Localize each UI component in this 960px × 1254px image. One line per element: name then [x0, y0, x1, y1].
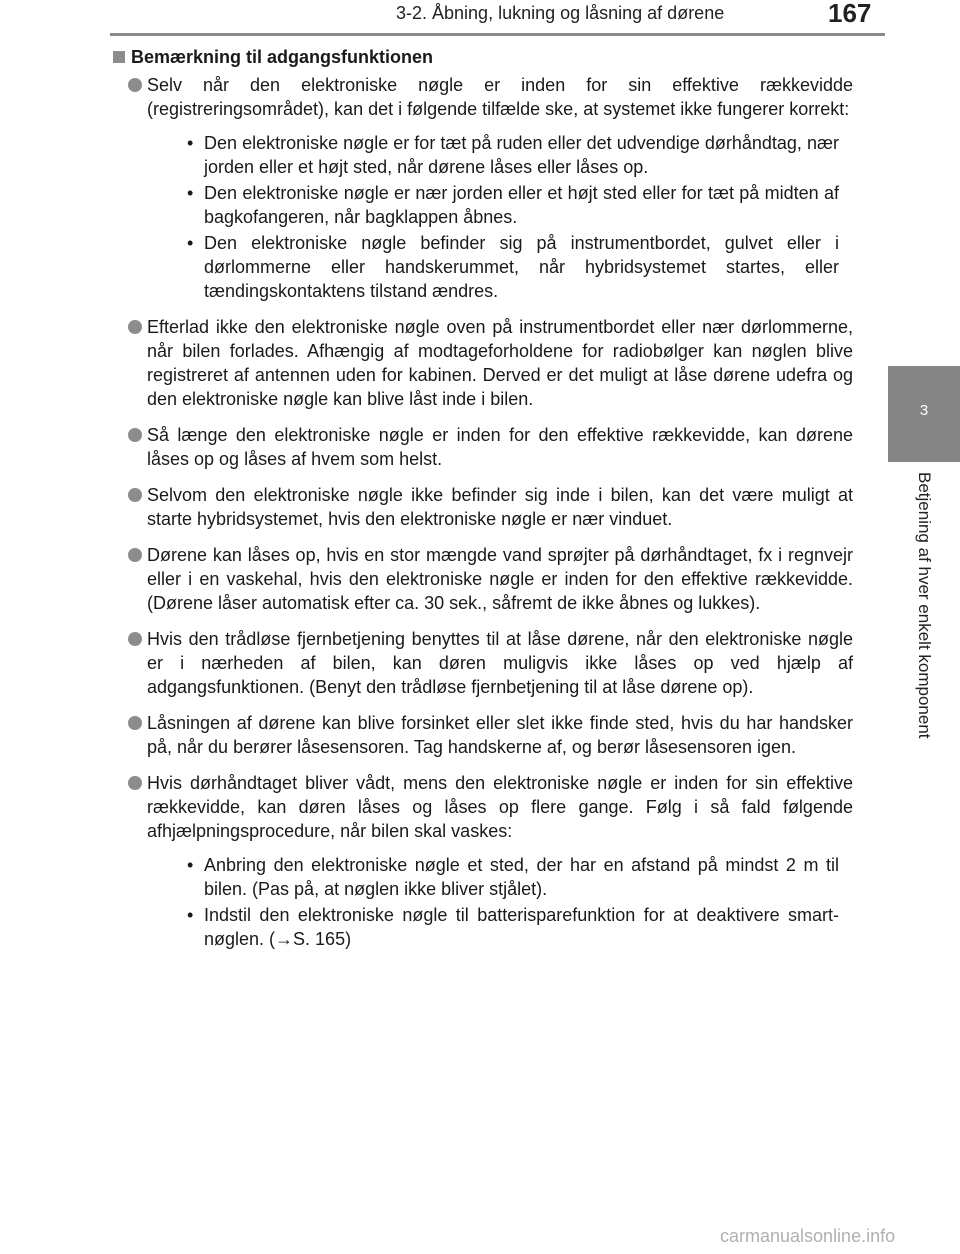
sub-list-item-text: Indstil den elektroniske nøgle til batterisparefunktion for at deaktivere smart-nøglen. (→S. 165): [204, 905, 839, 949]
section-heading-text: Bemærkning til adgangsfunktionen: [131, 47, 434, 67]
note-text: Selvom den elektroniske nøgle ikke befinder sig inde i bilen, kan det være muligt at starte hybridsystemet, hvis den elektroniske nøgle er nær vinduet.: [147, 485, 853, 529]
page-number: 167: [828, 0, 872, 28]
note-paragraph: [113, 771, 853, 951]
square-bullet-icon: [113, 51, 125, 63]
section-heading: [113, 45, 853, 69]
chapter-tab: [888, 366, 960, 462]
round-bullet-icon: [128, 320, 142, 334]
note-paragraph: [113, 483, 853, 531]
sub-list-item: [187, 231, 839, 303]
sub-list: [147, 131, 853, 303]
note-text: Efterlad ikke den elektroniske nøgle oven på instrumentbordet eller nær dørlommerne, når bilen forlades. Afhængig af modtageforholdene for radiobølger kan nøglen blive registreret af antennen uden for kabinen. Derved er det muligt at låse dørene udefra og den elektroniske nøgle kan blive låst inde i bilen.: [147, 317, 853, 409]
sub-list-item: [187, 131, 839, 179]
note-paragraph: [113, 315, 853, 411]
page-header: [0, 0, 960, 40]
note-text: Så længe den elektroniske nøgle er inden for den effektive rækkevidde, kan dørene låses op og låses af hvem som helst.: [147, 425, 853, 469]
dot-bullet-icon: •: [187, 855, 194, 875]
dot-bullet-icon: •: [187, 233, 194, 253]
round-bullet-icon: [128, 716, 142, 730]
note-text: Dørene kan låses op, hvis en stor mængde vand sprøjter på dørhåndtaget, fx i regnvejr eller i en vaskehal, hvis den elektroniske nøgle er inden for den effektive rækkevidde. (Dørene låser automatisk efter ca. 30 sek., såfremt de ikke åbnes og lukkes).: [147, 545, 853, 613]
note-paragraph: [113, 73, 853, 303]
dot-bullet-icon: •: [187, 183, 194, 203]
page-content: [113, 45, 853, 963]
sub-list-item: [187, 853, 839, 901]
chapter-side-label: [888, 472, 960, 802]
sub-list-item: [187, 903, 839, 951]
chapter-side-label-text: Betjening af hver enkelt komponent: [915, 472, 934, 739]
note-paragraph: [113, 627, 853, 699]
round-bullet-icon: [128, 488, 142, 502]
note-text: Hvis den trådløse fjernbetjening benyttes til at låse dørene, når den elektroniske nøgle er i nærheden af bilen, kan døren muligvis ikke låses op ved hjælp af adgangsfunktionen. (Benyt den trådløse fjernbetjening til at låse dørene op).: [147, 629, 853, 697]
sub-list-item-text: Den elektroniske nøgle befinder sig på instrumentbordet, gulvet eller i dørlommerne eller handskerummet, når hybridsystemet startes, eller tændingskontaktens tilstand ændres.: [204, 233, 839, 301]
dot-bullet-icon: •: [187, 905, 194, 925]
note-paragraph: [113, 711, 853, 759]
sub-list-item-text: Den elektroniske nøgle er nær jorden eller et højt sted eller for tæt på midten af bagkofangeren, når bagklappen åbnes.: [204, 183, 839, 227]
round-bullet-icon: [128, 776, 142, 790]
sub-list-item: [187, 181, 839, 229]
round-bullet-icon: [128, 78, 142, 92]
sub-list-item-text: Anbring den elektroniske nøgle et sted, der har en afstand på mindst 2 m til bilen. (Pas på, at nøglen ikke bliver stjålet).: [204, 855, 839, 899]
sub-list-item-text: Den elektroniske nøgle er for tæt på ruden eller det udvendige dørhåndtag, nær jorden eller et højt sted, når dørene låses eller låses op.: [204, 133, 839, 177]
dot-bullet-icon: •: [187, 133, 194, 153]
header-divider: [110, 33, 885, 36]
round-bullet-icon: [128, 632, 142, 646]
round-bullet-icon: [128, 428, 142, 442]
note-text: Selv når den elektroniske nøgle er inden for sin effektive rækkevidde (registreringsområdet), kan det i følgende tilfælde ske, at systemet ikke fungerer korrekt:: [147, 75, 853, 119]
chapter-title: 3-2. Åbning, lukning og låsning af dørene: [396, 3, 725, 23]
note-text: Låsningen af dørene kan blive forsinket eller slet ikke finde sted, hvis du har handsker på, når du berører låsesensoren. Tag handskerne af, og berør låsesensoren igen.: [147, 713, 853, 757]
note-paragraph: [113, 423, 853, 471]
sub-list: [147, 853, 853, 951]
note-paragraph: [113, 543, 853, 615]
round-bullet-icon: [128, 548, 142, 562]
note-text: Hvis dørhåndtaget bliver vådt, mens den elektroniske nøgle er inden for sin effektive rækkevidde, kan døren låses og låses op flere gange. Følg i så fald følgende afhjælpningsprocedure, når bilen skal vaskes:: [147, 773, 853, 841]
watermark: carmanualsonline.info: [720, 1226, 896, 1246]
chapter-tab-number: 3: [919, 402, 929, 419]
